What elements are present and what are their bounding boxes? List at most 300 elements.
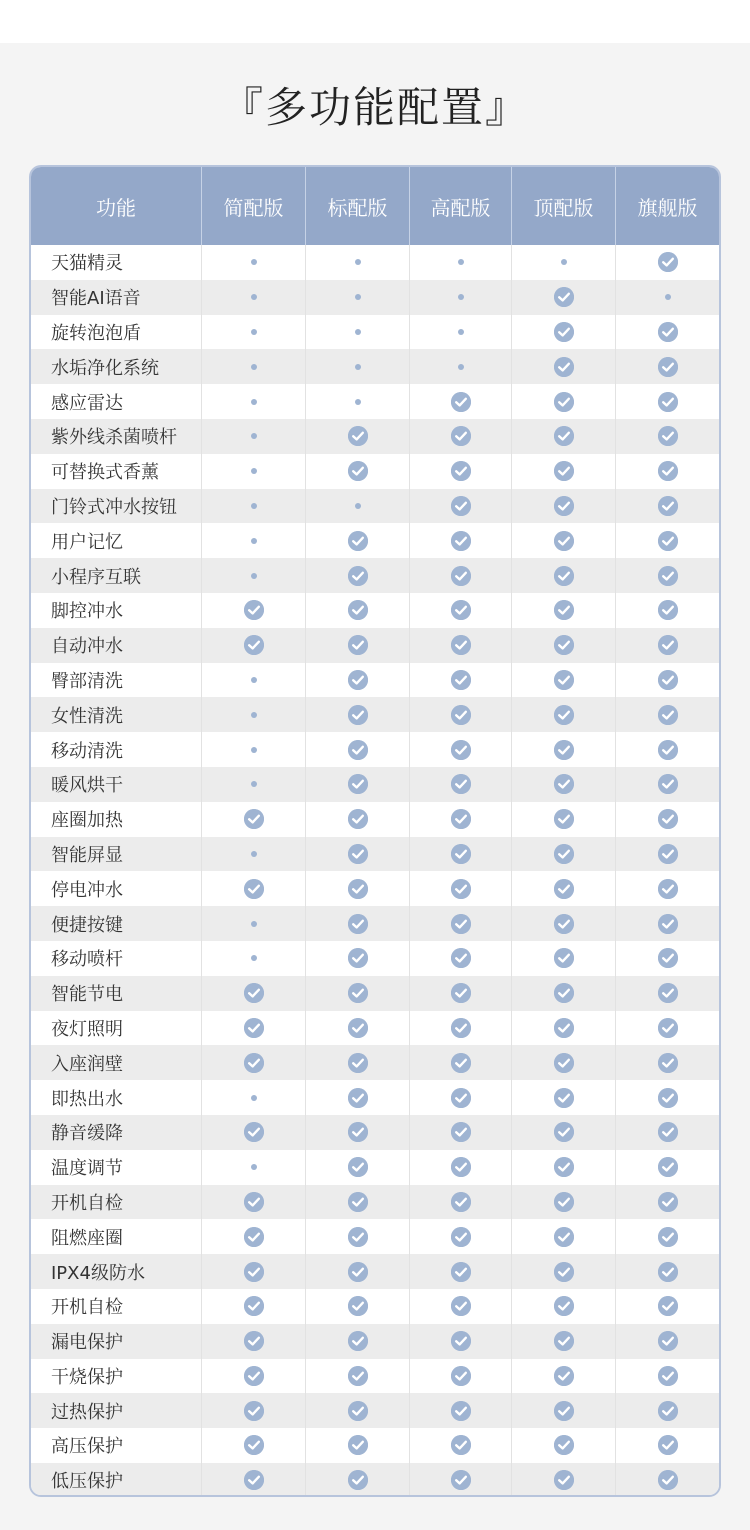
check-circle-icon: [658, 1227, 678, 1247]
availability-cell: [615, 837, 719, 872]
dot-icon: [251, 573, 257, 579]
availability-cell: [409, 1359, 511, 1394]
availability-cell: [409, 523, 511, 558]
availability-cell: [615, 906, 719, 941]
check-circle-icon: [451, 705, 471, 725]
availability-cell: [305, 245, 409, 280]
availability-cell: [615, 349, 719, 384]
check-circle-icon: [348, 1018, 368, 1038]
availability-cell: [305, 454, 409, 489]
table-row: [31, 1289, 719, 1324]
table-row: [31, 802, 719, 837]
check-circle-icon: [554, 1296, 574, 1316]
table-row: [31, 1254, 719, 1289]
availability-cell: [511, 697, 615, 732]
availability-cell: [305, 663, 409, 698]
availability-cell: [201, 767, 305, 802]
dot-icon: [458, 259, 464, 265]
check-circle-icon: [244, 1262, 264, 1282]
table-row: [31, 732, 719, 767]
availability-cell: [511, 1289, 615, 1324]
feature-name: 智能节电: [51, 984, 123, 1006]
check-circle-icon: [451, 1435, 471, 1455]
check-circle-icon: [554, 635, 574, 655]
availability-cell: [409, 941, 511, 976]
availability-cell: [305, 976, 409, 1011]
availability-cell: [511, 871, 615, 906]
check-circle-icon: [554, 392, 574, 412]
check-circle-icon: [348, 948, 368, 968]
check-circle-icon: [451, 1018, 471, 1038]
check-circle-icon: [658, 705, 678, 725]
check-circle-icon: [554, 1018, 574, 1038]
availability-cell: [305, 906, 409, 941]
check-circle-icon: [451, 914, 471, 934]
check-circle-icon: [658, 948, 678, 968]
check-circle-icon: [554, 1053, 574, 1073]
availability-cell: [201, 1324, 305, 1359]
availability-cell: [511, 349, 615, 384]
feature-name: 暖风烘干: [51, 775, 123, 797]
check-circle-icon: [451, 1366, 471, 1386]
header-version-5: 旗舰版: [615, 167, 719, 245]
check-circle-icon: [348, 1435, 368, 1455]
availability-cell: [201, 837, 305, 872]
availability-cell: [201, 906, 305, 941]
check-circle-icon: [554, 1227, 574, 1247]
availability-cell: [409, 593, 511, 628]
availability-cell: [409, 489, 511, 524]
availability-cell: [409, 245, 511, 280]
dot-icon: [561, 259, 567, 265]
dot-icon: [251, 955, 257, 961]
availability-cell: [615, 1393, 719, 1428]
check-circle-icon: [244, 635, 264, 655]
availability-cell: [201, 315, 305, 350]
availability-cell: [305, 1080, 409, 1115]
dot-icon: [355, 399, 361, 405]
check-circle-icon: [348, 1296, 368, 1316]
check-circle-icon: [658, 1331, 678, 1351]
table-row: [31, 1080, 719, 1115]
feature-name: 高压保护: [51, 1436, 123, 1458]
table-row: [31, 976, 719, 1011]
check-circle-icon: [554, 1088, 574, 1108]
availability-cell: [511, 1254, 615, 1289]
check-circle-icon: [658, 600, 678, 620]
check-circle-icon: [658, 1296, 678, 1316]
check-circle-icon: [554, 670, 574, 690]
availability-cell: [305, 1289, 409, 1324]
availability-cell: [409, 697, 511, 732]
header-version-4: 顶配版: [511, 167, 615, 245]
check-circle-icon: [451, 1401, 471, 1421]
check-circle-icon: [348, 670, 368, 690]
table-row: [31, 837, 719, 872]
table-row: [31, 384, 719, 419]
availability-cell: [201, 419, 305, 454]
table-row: [31, 1393, 719, 1428]
availability-cell: [409, 767, 511, 802]
check-circle-icon: [658, 844, 678, 864]
table-row: [31, 941, 719, 976]
availability-cell: [305, 523, 409, 558]
feature-name: 过热保护: [51, 1401, 123, 1423]
availability-cell: [615, 1254, 719, 1289]
check-circle-icon: [244, 1331, 264, 1351]
check-circle-icon: [451, 461, 471, 481]
availability-cell: [511, 906, 615, 941]
availability-cell: [615, 419, 719, 454]
availability-cell: [511, 1150, 615, 1185]
dot-icon: [251, 851, 257, 857]
availability-cell: [511, 523, 615, 558]
feature-name: 自动冲水: [51, 636, 123, 658]
availability-cell: [409, 1463, 511, 1497]
check-circle-icon: [451, 1192, 471, 1212]
availability-cell: [409, 628, 511, 663]
availability-cell: [201, 941, 305, 976]
check-circle-icon: [451, 531, 471, 551]
dot-icon: [251, 259, 257, 265]
check-circle-icon: [244, 1401, 264, 1421]
table-row: [31, 1185, 719, 1220]
availability-cell: [201, 245, 305, 280]
availability-cell: [305, 1045, 409, 1080]
check-circle-icon: [554, 1435, 574, 1455]
check-circle-icon: [658, 1470, 678, 1490]
availability-cell: [305, 767, 409, 802]
table-row: [31, 1045, 719, 1080]
availability-cell: [615, 558, 719, 593]
availability-cell: [201, 732, 305, 767]
availability-cell: [511, 1393, 615, 1428]
page-title: 『多功能配置』: [220, 83, 529, 132]
check-circle-icon: [244, 600, 264, 620]
check-circle-icon: [658, 1262, 678, 1282]
check-circle-icon: [554, 879, 574, 899]
check-circle-icon: [244, 1296, 264, 1316]
availability-cell: [409, 837, 511, 872]
availability-cell: [201, 1185, 305, 1220]
check-circle-icon: [658, 461, 678, 481]
availability-cell: [511, 802, 615, 837]
check-circle-icon: [554, 322, 574, 342]
availability-cell: [409, 1254, 511, 1289]
check-circle-icon: [348, 461, 368, 481]
availability-cell: [615, 871, 719, 906]
check-circle-icon: [348, 1053, 368, 1073]
feature-name: 低压保护: [51, 1471, 123, 1493]
check-circle-icon: [554, 566, 574, 586]
check-circle-icon: [451, 740, 471, 760]
feature-name: 夜灯照明: [51, 1018, 123, 1040]
availability-cell: [615, 489, 719, 524]
availability-cell: [409, 1115, 511, 1150]
header-version-1: 简配版: [201, 167, 305, 245]
availability-cell: [305, 1428, 409, 1463]
availability-cell: [511, 1045, 615, 1080]
check-circle-icon: [244, 809, 264, 829]
availability-cell: [201, 1011, 305, 1046]
check-circle-icon: [554, 948, 574, 968]
dot-icon: [251, 294, 257, 300]
check-circle-icon: [658, 322, 678, 342]
table-row: [31, 1115, 719, 1150]
availability-cell: [511, 1219, 615, 1254]
check-circle-icon: [554, 1470, 574, 1490]
feature-name: 阻燃座圈: [51, 1227, 123, 1249]
dot-icon: [251, 781, 257, 787]
check-circle-icon: [348, 983, 368, 1003]
table-row: [31, 628, 719, 663]
check-circle-icon: [244, 1227, 264, 1247]
availability-cell: [305, 1324, 409, 1359]
availability-cell: [615, 941, 719, 976]
check-circle-icon: [348, 1088, 368, 1108]
availability-cell: [305, 280, 409, 315]
check-circle-icon: [658, 670, 678, 690]
check-circle-icon: [658, 1366, 678, 1386]
availability-cell: [615, 732, 719, 767]
check-circle-icon: [554, 357, 574, 377]
header-version-2: 标配版: [305, 167, 409, 245]
availability-cell: [511, 663, 615, 698]
table-row: [31, 1324, 719, 1359]
availability-cell: [305, 489, 409, 524]
availability-cell: [615, 1463, 719, 1497]
feature-name: 智能屏显: [51, 844, 123, 866]
availability-cell: [615, 1011, 719, 1046]
availability-cell: [409, 419, 511, 454]
check-circle-icon: [348, 1331, 368, 1351]
availability-cell: [511, 628, 615, 663]
check-circle-icon: [451, 670, 471, 690]
check-circle-icon: [554, 1192, 574, 1212]
availability-cell: [511, 976, 615, 1011]
availability-cell: [615, 315, 719, 350]
feature-name: 门铃式冲水按钮: [51, 496, 177, 518]
table-row: [31, 1150, 719, 1185]
availability-cell: [305, 315, 409, 350]
feature-name: 智能AI语音: [51, 288, 141, 310]
table-row: [31, 315, 719, 350]
availability-cell: [305, 1393, 409, 1428]
dot-icon: [251, 503, 257, 509]
dot-icon: [355, 259, 361, 265]
check-circle-icon: [554, 600, 574, 620]
check-circle-icon: [348, 635, 368, 655]
check-circle-icon: [658, 1401, 678, 1421]
availability-cell: [201, 1359, 305, 1394]
check-circle-icon: [658, 357, 678, 377]
check-circle-icon: [348, 879, 368, 899]
check-circle-icon: [348, 1192, 368, 1212]
availability-cell: [201, 663, 305, 698]
check-circle-icon: [554, 531, 574, 551]
availability-cell: [511, 1428, 615, 1463]
availability-cell: [305, 1463, 409, 1497]
check-circle-icon: [348, 809, 368, 829]
check-circle-icon: [348, 426, 368, 446]
check-circle-icon: [451, 600, 471, 620]
availability-cell: [305, 732, 409, 767]
availability-cell: [511, 1185, 615, 1220]
availability-cell: [201, 1045, 305, 1080]
availability-cell: [511, 1463, 615, 1497]
availability-cell: [511, 837, 615, 872]
availability-cell: [615, 1289, 719, 1324]
availability-cell: [305, 593, 409, 628]
check-circle-icon: [451, 1157, 471, 1177]
availability-cell: [511, 558, 615, 593]
availability-cell: [409, 1045, 511, 1080]
availability-cell: [511, 489, 615, 524]
table-row: [31, 663, 719, 698]
availability-cell: [511, 732, 615, 767]
availability-cell: [511, 245, 615, 280]
dot-icon: [251, 433, 257, 439]
feature-name: 用户记忆: [51, 531, 123, 553]
check-circle-icon: [658, 1122, 678, 1142]
availability-cell: [615, 628, 719, 663]
availability-cell: [615, 976, 719, 1011]
availability-cell: [201, 454, 305, 489]
dot-icon: [251, 1164, 257, 1170]
dot-icon: [458, 364, 464, 370]
availability-cell: [201, 489, 305, 524]
availability-cell: [511, 593, 615, 628]
table-row: [31, 1219, 719, 1254]
dot-icon: [355, 364, 361, 370]
availability-cell: [615, 1045, 719, 1080]
availability-cell: [201, 1289, 305, 1324]
availability-cell: [305, 1150, 409, 1185]
check-circle-icon: [451, 1331, 471, 1351]
table-row: [31, 489, 719, 524]
availability-cell: [305, 697, 409, 732]
availability-cell: [615, 454, 719, 489]
table-row: [31, 280, 719, 315]
check-circle-icon: [348, 531, 368, 551]
availability-cell: [511, 1324, 615, 1359]
check-circle-icon: [658, 1053, 678, 1073]
dot-icon: [251, 329, 257, 335]
dot-icon: [355, 503, 361, 509]
availability-cell: [305, 384, 409, 419]
dot-icon: [251, 364, 257, 370]
availability-cell: [511, 767, 615, 802]
availability-cell: [305, 419, 409, 454]
feature-name: IPX4级防水: [51, 1262, 145, 1284]
feature-name: 臀部清洗: [51, 670, 123, 692]
check-circle-icon: [348, 1401, 368, 1421]
availability-cell: [201, 280, 305, 315]
availability-cell: [615, 1080, 719, 1115]
feature-name: 静音缓降: [51, 1123, 123, 1145]
check-circle-icon: [348, 566, 368, 586]
check-circle-icon: [348, 844, 368, 864]
check-circle-icon: [658, 809, 678, 829]
check-circle-icon: [348, 1227, 368, 1247]
availability-cell: [615, 767, 719, 802]
availability-cell: [409, 454, 511, 489]
check-circle-icon: [348, 774, 368, 794]
availability-cell: [511, 384, 615, 419]
feature-name: 座圈加热: [51, 810, 123, 832]
availability-cell: [305, 628, 409, 663]
availability-cell: [615, 593, 719, 628]
availability-cell: [409, 663, 511, 698]
availability-cell: [305, 802, 409, 837]
availability-cell: [511, 941, 615, 976]
availability-cell: [615, 1428, 719, 1463]
availability-cell: [615, 697, 719, 732]
availability-cell: [201, 384, 305, 419]
availability-cell: [409, 280, 511, 315]
table-row: [31, 1359, 719, 1394]
check-circle-icon: [658, 496, 678, 516]
feature-name: 漏电保护: [51, 1332, 123, 1354]
check-circle-icon: [348, 705, 368, 725]
table-row: [31, 419, 719, 454]
availability-cell: [201, 802, 305, 837]
availability-cell: [409, 1289, 511, 1324]
availability-cell: [615, 663, 719, 698]
dot-icon: [251, 468, 257, 474]
check-circle-icon: [451, 496, 471, 516]
dot-icon: [251, 677, 257, 683]
check-circle-icon: [554, 740, 574, 760]
availability-cell: [409, 349, 511, 384]
check-circle-icon: [451, 844, 471, 864]
check-circle-icon: [348, 1157, 368, 1177]
check-circle-icon: [658, 983, 678, 1003]
check-circle-icon: [658, 1192, 678, 1212]
check-circle-icon: [554, 914, 574, 934]
availability-cell: [511, 315, 615, 350]
availability-cell: [201, 558, 305, 593]
check-circle-icon: [244, 1470, 264, 1490]
check-circle-icon: [658, 1157, 678, 1177]
check-circle-icon: [244, 1018, 264, 1038]
check-circle-icon: [658, 740, 678, 760]
availability-cell: [201, 1393, 305, 1428]
check-circle-icon: [554, 287, 574, 307]
availability-cell: [201, 976, 305, 1011]
check-circle-icon: [554, 1331, 574, 1351]
check-circle-icon: [554, 705, 574, 725]
check-circle-icon: [554, 983, 574, 1003]
check-circle-icon: [554, 1262, 574, 1282]
check-circle-icon: [348, 1122, 368, 1142]
dot-icon: [251, 399, 257, 405]
availability-cell: [201, 1428, 305, 1463]
check-circle-icon: [244, 1053, 264, 1073]
availability-cell: [511, 1080, 615, 1115]
availability-cell: [201, 871, 305, 906]
availability-cell: [615, 802, 719, 837]
check-circle-icon: [554, 496, 574, 516]
availability-cell: [409, 802, 511, 837]
availability-cell: [511, 1115, 615, 1150]
availability-cell: [305, 837, 409, 872]
dot-icon: [458, 294, 464, 300]
check-circle-icon: [554, 809, 574, 829]
table-row: [31, 454, 719, 489]
check-circle-icon: [348, 600, 368, 620]
availability-cell: [615, 1359, 719, 1394]
